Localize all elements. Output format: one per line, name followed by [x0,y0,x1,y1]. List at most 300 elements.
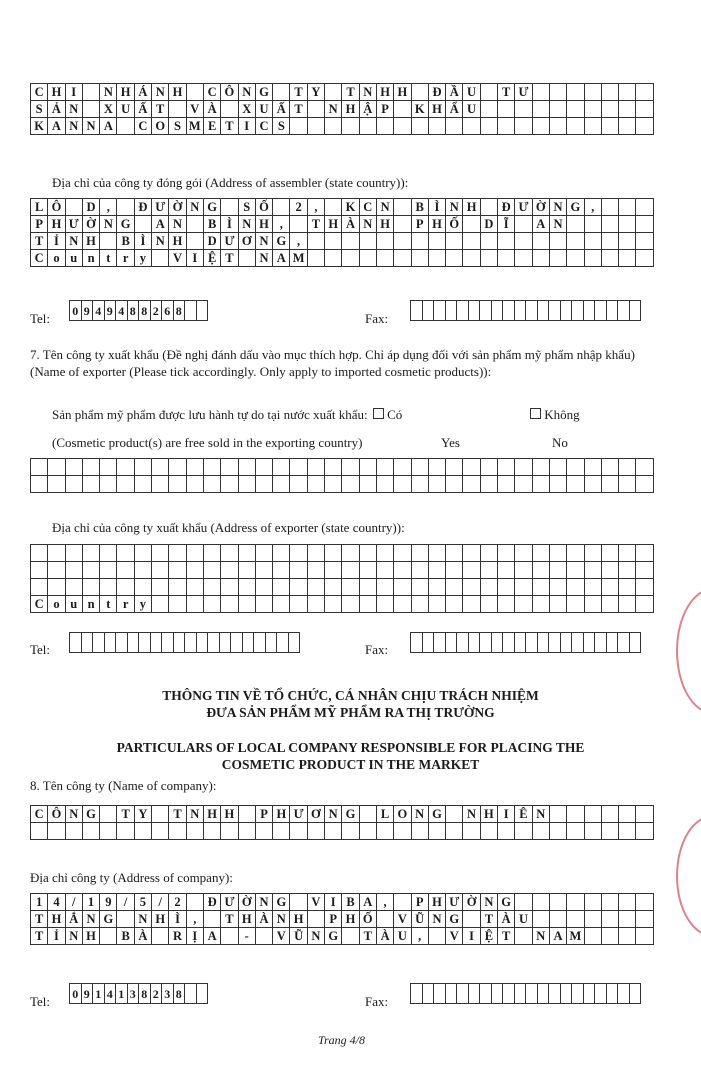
grid-cell: B [117,233,134,250]
grid-cell: Ô [48,199,65,216]
grid-cell [325,199,342,216]
yes-vi-label: Có [387,407,403,422]
grid-cell [342,233,359,250]
grid-cell [325,84,342,101]
grid-cell [619,894,636,911]
grid-cell [412,596,429,613]
exporter-fax-label: Fax: [365,642,389,657]
grid-cell [412,823,429,840]
grid-cell: U [463,101,480,118]
grid-cell [567,84,584,101]
grid-cell: N [360,216,377,233]
grid-cell [481,250,498,267]
grid-cell: N [239,84,256,101]
grid-cell [636,823,653,840]
grid-cell [342,118,359,135]
grid-cell [66,199,83,216]
grid-cell: N [187,199,204,216]
digit-box [446,301,458,321]
digit-box [538,301,550,321]
grid-cell: B [117,928,134,945]
digit-box: 8 [174,301,186,321]
grid-cell [498,233,515,250]
grid-cell: À [256,911,273,928]
grid-cell [360,233,377,250]
grid-cell [636,250,653,267]
grid-cell: Ô [48,806,65,823]
section7-text: 7. Tên công ty xuất khẩu (Đề nghị đánh dấu vào mục thích hợp. Chỉ áp dụng đối với sản phẩm mỹ phẩm nhập khẩu) (Name of exporter (Please tick accordingly. Only apply to imported cosmetic products)): [30,347,635,379]
grid-cell [446,806,463,823]
grid-cell: Ì [429,199,446,216]
digit-box [423,633,435,653]
grid-cell [567,250,584,267]
exporter-tel-label: Tel: [30,642,51,657]
grid-cell [342,476,359,493]
grid-cell [152,250,169,267]
grid-cell [585,545,602,562]
grid-cell: Ậ [360,101,377,118]
grid-cell: Đ [498,199,515,216]
digit-box [572,301,584,321]
grid-cell: r [117,250,134,267]
grid-cell [481,596,498,613]
grid-cell [394,101,411,118]
grid-cell: 9 [100,894,117,911]
grid-cell [463,596,480,613]
grid-cell: A [273,250,290,267]
grid-cell: D [481,216,498,233]
grid-cell [221,101,238,118]
grid-cell [481,233,498,250]
grid-cell [567,476,584,493]
grid-cell [290,118,307,135]
grid-cell [602,199,619,216]
grid-cell: H [273,806,290,823]
grid-cell [585,250,602,267]
grid-cell [550,476,567,493]
grid-cell [325,545,342,562]
grid-cell: T [308,216,325,233]
exporter-tel-boxes[interactable] [69,632,300,653]
grid-cell: T [31,928,48,945]
digit-box [197,633,209,653]
digit-box: 9 [82,301,94,321]
grid-cell [550,894,567,911]
grid-cell [377,233,394,250]
exporter-name-grid[interactable] [30,458,654,493]
grid-cell [567,579,584,596]
digit-box [584,984,596,1004]
digit-box [231,633,243,653]
digit-box [618,984,630,1004]
grid-cell [602,476,619,493]
grid-cell: Ũ [412,911,429,928]
grid-cell [290,823,307,840]
digit-box [411,633,423,653]
grid-cell [412,459,429,476]
grid-cell [619,118,636,135]
grid-cell: u [66,596,83,613]
grid-cell: / [66,894,83,911]
grid-cell: B [412,199,429,216]
grid-cell [619,233,636,250]
grid-cell: N [239,216,256,233]
digit-box [139,633,151,653]
grid-cell [567,118,584,135]
grid-cell [187,84,204,101]
grid-cell [308,562,325,579]
grid-cell [360,459,377,476]
yes-checkbox[interactable] [373,408,384,419]
assembler-fax-boxes [410,300,641,321]
grid-cell [83,476,100,493]
grid-cell [100,806,117,823]
grid-cell [308,545,325,562]
grid-cell [567,101,584,118]
grid-cell [394,199,411,216]
grid-cell [585,476,602,493]
grid-cell: U [463,84,480,101]
grid-cell: G [498,894,515,911]
grid-cell [221,199,238,216]
grid-cell: N [463,806,480,823]
grid-cell [394,596,411,613]
grid-cell: / [117,894,134,911]
grid-cell: A [48,118,65,135]
grid-cell [602,928,619,945]
grid-cell [169,545,186,562]
grid-cell [636,911,653,928]
free-sale-vi [52,407,402,423]
digit-box [607,301,619,321]
grid-cell: Ơ [239,233,256,250]
grid-cell: Ì [221,216,238,233]
grid-cell [117,459,134,476]
grid-cell [187,579,204,596]
digit-box: 8 [128,301,140,321]
digit-box [630,984,642,1004]
grid-cell [117,911,134,928]
grid-cell [204,476,221,493]
grid-cell: , [273,216,290,233]
grid-cell [515,562,532,579]
grid-cell: Y [308,84,325,101]
grid-cell [585,562,602,579]
grid-cell [273,579,290,596]
digit-box [185,984,197,1004]
grid-cell: 5 [135,894,152,911]
grid-cell [239,545,256,562]
grid-cell [636,596,653,613]
digit-box [197,984,209,1004]
grid-cell: I [187,250,204,267]
digit-box [618,301,630,321]
grid-cell [602,823,619,840]
grid-cell: Ờ [463,894,480,911]
grid-cell [308,233,325,250]
grid-cell [602,911,619,928]
grid-cell: N [325,101,342,118]
no-vi-label: Không [544,407,580,422]
grid-cell [636,806,653,823]
grid-cell [550,823,567,840]
grid-cell [567,562,584,579]
grid-cell: N [100,216,117,233]
grid-cell [446,562,463,579]
grid-cell [66,476,83,493]
digit-box [469,633,481,653]
grid-cell: - [239,928,256,945]
stamp-seal-lower [676,815,701,937]
grid-cell: Ư [152,199,169,216]
grid-cell [463,545,480,562]
exporter-address-grid[interactable] [30,544,654,613]
grid-cell: T [290,84,307,101]
grid-cell [152,545,169,562]
grid-cell [31,562,48,579]
grid-cell [602,894,619,911]
grid-cell [429,118,446,135]
grid-cell [117,562,134,579]
grid-cell [412,233,429,250]
grid-cell [135,823,152,840]
grid-cell [256,823,273,840]
grid-cell [429,596,446,613]
grid-cell [48,823,65,840]
grid-cell: L [377,806,394,823]
grid-cell [152,476,169,493]
grid-cell [481,101,498,118]
grid-cell [550,545,567,562]
grid-cell: O [394,806,411,823]
grid-cell [187,233,204,250]
digit-box [469,984,481,1004]
grid-cell [619,199,636,216]
grid-cell [152,562,169,579]
heading-en-2: COSMETIC PRODUCT IN THE MARKET [221,757,480,772]
digit-box [423,301,435,321]
grid-cell [602,118,619,135]
grid-cell: U [515,911,532,928]
grid-cell [48,476,65,493]
grid-cell [412,545,429,562]
grid-cell: P [412,216,429,233]
grid-cell: H [204,806,221,823]
grid-cell [342,579,359,596]
grid-cell: V [273,928,290,945]
grid-cell [446,118,463,135]
grid-cell [135,216,152,233]
grid-cell [221,459,238,476]
grid-cell: Ỉ [48,233,65,250]
grid-cell [221,579,238,596]
grid-cell: R [169,928,186,945]
digit-box [197,301,209,321]
grid-cell: S [273,118,290,135]
grid-cell [169,596,186,613]
grid-cell: H [290,911,307,928]
grid-cell [100,562,117,579]
exporter-fax-boxes[interactable] [410,632,641,653]
digit-box: 9 [82,984,94,1004]
grid-cell [169,101,186,118]
grid-cell: Ệ [204,250,221,267]
grid-cell [152,806,169,823]
grid-cell [48,545,65,562]
grid-cell [308,118,325,135]
grid-cell [308,476,325,493]
grid-cell: N [66,928,83,945]
grid-cell [117,476,134,493]
digit-box [595,301,607,321]
grid-cell [619,459,636,476]
grid-cell [325,579,342,596]
grid-cell: T [152,101,169,118]
grid-cell: N [308,928,325,945]
grid-cell [585,118,602,135]
grid-cell: G [429,806,446,823]
grid-cell [325,250,342,267]
local-fax-label: Fax: [365,994,389,1009]
grid-cell [515,101,532,118]
grid-cell: K [31,118,48,135]
grid-cell [567,911,584,928]
grid-cell: T [221,911,238,928]
grid-cell [221,562,238,579]
grid-cell [515,545,532,562]
grid-cell [31,579,48,596]
digit-box: 0 [70,984,82,1004]
grid-cell: Ố [446,216,463,233]
grid-cell [135,579,152,596]
grid-cell [360,476,377,493]
grid-cell: C [204,84,221,101]
grid-cell: T [290,101,307,118]
grid-cell [481,579,498,596]
grid-cell [429,233,446,250]
grid-cell [533,562,550,579]
grid-cell: N [66,233,83,250]
grid-cell: H [117,84,134,101]
grid-cell [290,476,307,493]
grid-cell: O [152,118,169,135]
grid-cell [550,596,567,613]
grid-cell [48,579,65,596]
grid-cell: N [533,806,550,823]
grid-cell: N [550,199,567,216]
grid-cell [636,199,653,216]
grid-cell [533,101,550,118]
grid-cell: T [481,911,498,928]
grid-cell: Ẩ [446,101,463,118]
grid-cell [567,545,584,562]
grid-cell [204,823,221,840]
grid-cell: I [463,928,480,945]
digit-box: 3 [128,984,140,1004]
grid-cell [256,928,273,945]
grid-cell [377,250,394,267]
grid-cell [204,562,221,579]
company-name-grid [30,83,654,135]
company-name-label: 8. Tên công ty (Name of company): [30,778,217,793]
grid-cell [221,476,238,493]
grid-cell [550,250,567,267]
digit-box [607,984,619,1004]
no-vi [530,407,580,423]
grid-cell [550,459,567,476]
grid-cell [412,562,429,579]
grid-cell: Ư [66,216,83,233]
grid-cell [515,250,532,267]
grid-cell [533,118,550,135]
grid-cell [394,545,411,562]
grid-cell: N [66,806,83,823]
grid-cell [308,911,325,928]
grid-cell: G [273,233,290,250]
grid-cell [394,216,411,233]
digit-box [515,984,527,1004]
grid-cell: K [412,101,429,118]
grid-cell [550,579,567,596]
grid-cell [585,596,602,613]
grid-cell [308,579,325,596]
grid-cell: , [585,199,602,216]
grid-cell: V [446,928,463,945]
grid-cell: N [169,216,186,233]
grid-cell [533,823,550,840]
grid-cell: Ư [515,199,532,216]
grid-cell: A [204,928,221,945]
grid-cell [325,118,342,135]
grid-cell [550,233,567,250]
digit-box [492,633,504,653]
grid-cell [360,562,377,579]
grid-cell [204,459,221,476]
grid-cell: 4 [48,894,65,911]
digit-box [162,633,174,653]
grid-cell [290,216,307,233]
grid-cell [533,233,550,250]
grid-cell: A [533,216,550,233]
grid-cell [152,596,169,613]
grid-cell: H [239,911,256,928]
grid-cell [394,233,411,250]
grid-cell: , [187,911,204,928]
grid-cell [308,596,325,613]
grid-cell: B [342,894,359,911]
grid-cell [498,459,515,476]
grid-cell: X [239,101,256,118]
no-checkbox[interactable] [530,408,541,419]
grid-cell [533,84,550,101]
grid-cell [360,596,377,613]
grid-cell: S [239,199,256,216]
grid-cell [377,562,394,579]
assembler-address-label: Địa chỉ của công ty đóng gói (Address of assembler (state country)): [52,175,409,190]
grid-cell: N [256,894,273,911]
grid-cell [221,596,238,613]
grid-cell [602,216,619,233]
digit-box [595,984,607,1004]
grid-cell [515,216,532,233]
grid-cell [239,459,256,476]
grid-cell: C [31,250,48,267]
grid-cell: n [83,250,100,267]
grid-cell [239,596,256,613]
grid-cell [585,823,602,840]
digit-box [595,633,607,653]
grid-cell: G [117,216,134,233]
